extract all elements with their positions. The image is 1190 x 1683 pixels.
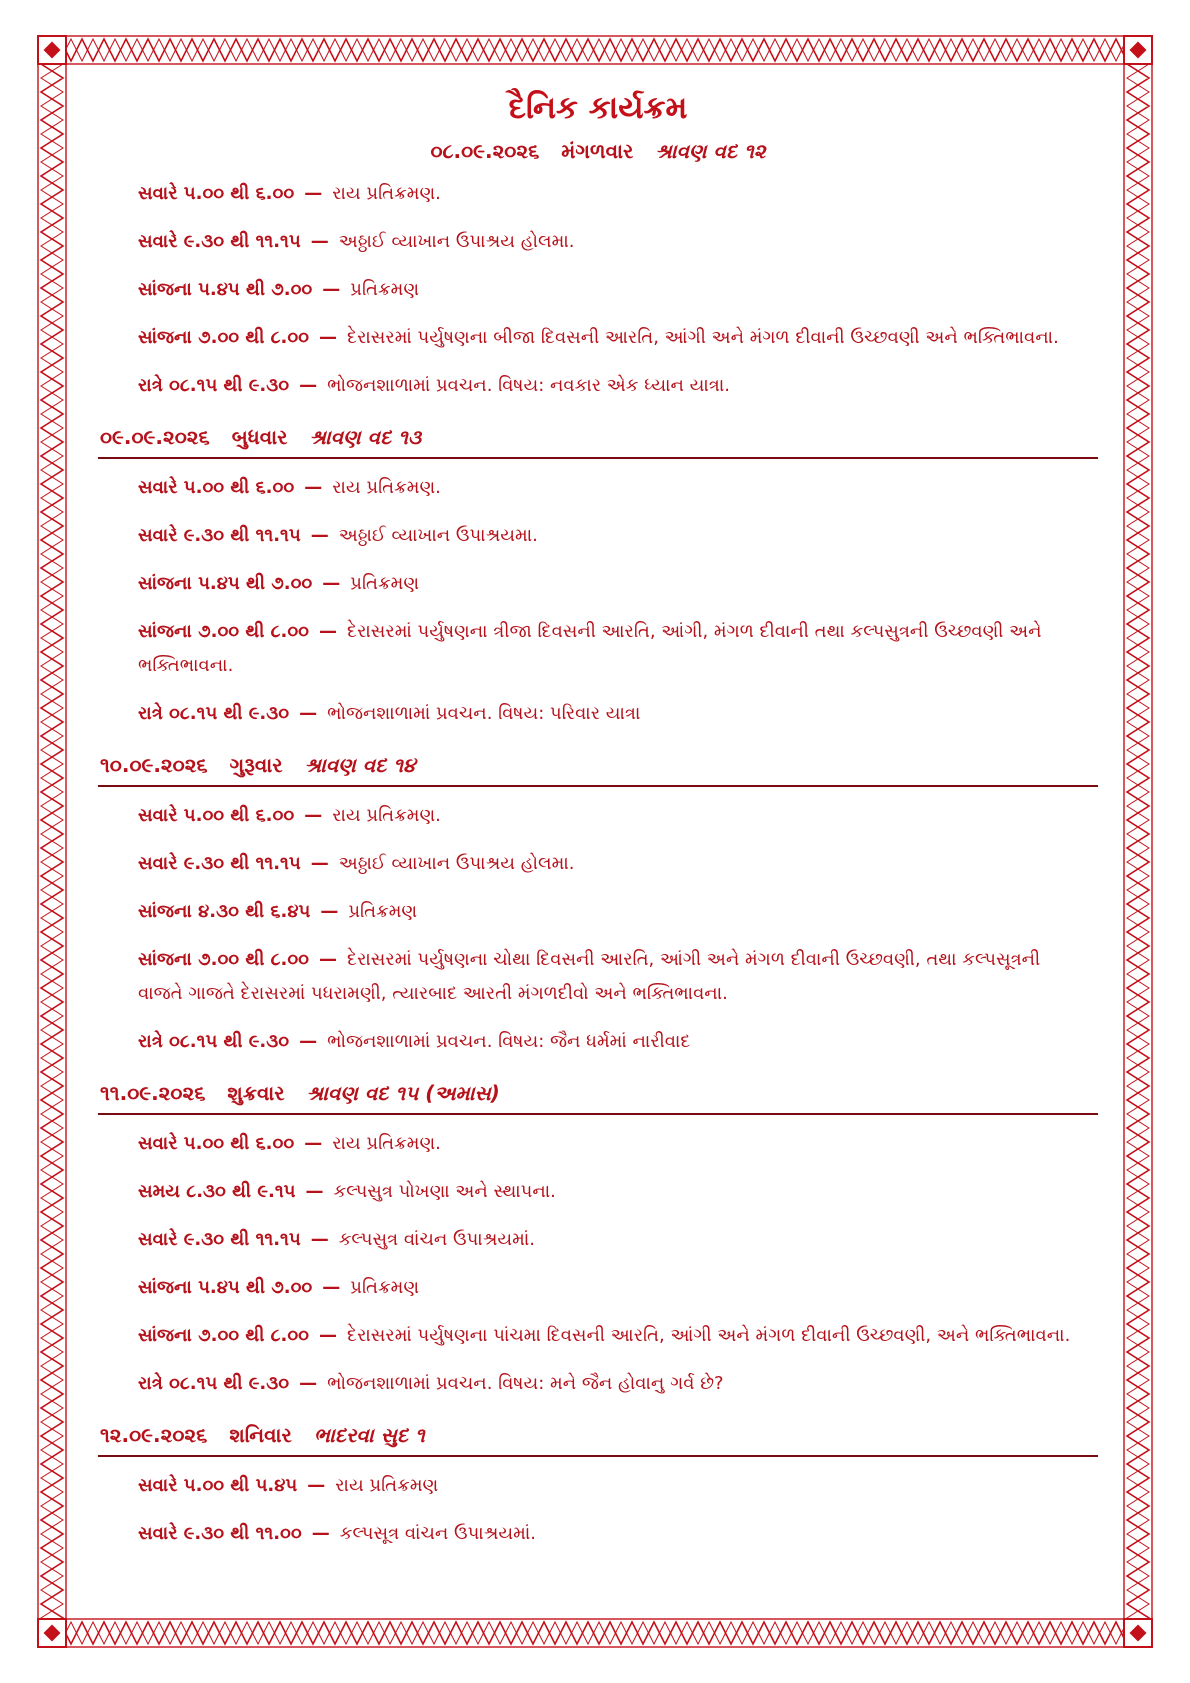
day-weekday: શુક્રવાર xyxy=(227,1081,285,1105)
entry-dash: — xyxy=(322,279,341,300)
entry-dash: — xyxy=(311,1523,330,1544)
day-tithi: શ્રાવણ વદ ૧૩ xyxy=(309,425,422,449)
schedule-entry xyxy=(138,1223,1098,1257)
entry-time: સવારે ૫.૦૦ થી ૬.૦૦ xyxy=(138,477,295,498)
entry-dash: — xyxy=(304,477,323,498)
entry-dash: — xyxy=(305,1181,324,1202)
entry-time: સવારે ૯.૩૦ થી ૧૧.૧૫ xyxy=(138,231,301,252)
schedule-entry xyxy=(138,321,1098,355)
schedule-entry xyxy=(138,519,1098,553)
day-date: ૧૦.૦૯.૨૦૨૬ xyxy=(100,753,208,777)
entry-time: સમય ૮.૩૦ થી ૯.૧૫ xyxy=(138,1181,296,1202)
entry-text: દેરાસરમાં પર્યુષણના બીજા દિવસની આરતિ, આંગી અને મંગળ દીવાની ઉચ્છવણી અને ભક્તિભાવના. xyxy=(347,327,1059,348)
entry-text: પ્રતિક્રમણ xyxy=(350,279,420,300)
day-tithi: શ્રાવણ વદ ૧૪ xyxy=(304,753,416,777)
schedule-entry xyxy=(138,177,1098,211)
day-header-5 xyxy=(98,1423,1098,1457)
schedule-entry xyxy=(138,895,1098,929)
day-header-2 xyxy=(98,425,1098,459)
entry-text: અઠ્ઠાઈ વ્યાખાન ઉપાશ્રય હોલમા. xyxy=(338,231,575,252)
entry-text: પ્રતિક્રમણ xyxy=(350,573,420,594)
entry-time: રાત્રે ૦૮.૧૫ થી ૯.૩૦ xyxy=(138,703,290,724)
day-date: ૧૧.૦૯.૨૦૨૬ xyxy=(100,1081,206,1105)
schedule-entry xyxy=(138,1367,1098,1401)
entry-time: સાંજના ૭.૦૦ થી ૮.૦૦ xyxy=(138,1325,310,1346)
schedule-entry xyxy=(138,1319,1098,1353)
entry-dash: — xyxy=(319,1325,338,1346)
entry-text: અઠ્ઠાઈ વ્યાખાન ઉપાશ્રય હોલમા. xyxy=(338,853,575,874)
entry-time: રાત્રે ૦૮.૧૫ થી ૯.૩૦ xyxy=(138,1373,290,1394)
schedule-entry xyxy=(138,1175,1098,1209)
entry-time: સવારે ૫.૦૦ થી ૬.૦૦ xyxy=(138,805,295,826)
schedule-entry xyxy=(138,799,1098,833)
schedule-entry xyxy=(138,847,1098,881)
entry-time: સવારે ૫.૦૦ થી ૬.૦૦ xyxy=(138,183,295,204)
entry-dash: — xyxy=(299,703,318,724)
entry-dash: — xyxy=(319,949,338,970)
entry-text: દેરાસરમાં પર્યુષણના ચોથા દિવસની આરતિ, આંગી અને મંગળ દીવાની ઉચ્છવણી, તથા કલ્પસૂત્રની વાજતે ગાજતે દેરાસરમાં પધરામણી, ત્યારબાદ આરતી મંગળદીવો અને ભક્તિભાવના. xyxy=(138,949,1041,1004)
entry-dash: — xyxy=(310,1229,329,1250)
entry-time: સવારે ૯.૩૦ થી ૧૧.૧૫ xyxy=(138,525,301,546)
entry-text: રાય પ્રતિક્રમણ. xyxy=(332,183,441,204)
entry-time: સવારે ૯.૩૦ થી ૧૧.૧૫ xyxy=(138,853,301,874)
entry-time: સવારે ૫.૦૦ થી ૫.૪૫ xyxy=(138,1475,298,1496)
entry-time: સવારે ૫.૦૦ થી ૬.૦૦ xyxy=(138,1133,295,1154)
entry-dash: — xyxy=(322,573,341,594)
schedule-entry xyxy=(138,1127,1098,1161)
entry-dash: — xyxy=(310,525,329,546)
entry-text: રાય પ્રતિક્રમણ xyxy=(335,1475,439,1496)
entry-time: રાત્રે ૦૮.૧૫ થી ૯.૩૦ xyxy=(138,1031,290,1052)
entry-time: સાંજના ૭.૦૦ થી ૮.૦૦ xyxy=(138,621,310,642)
entry-text: રાય પ્રતિક્રમણ. xyxy=(332,805,441,826)
entry-dash: — xyxy=(304,183,323,204)
day-tithi: ભાદરવા સુદ ૧ xyxy=(313,1423,425,1447)
day-weekday: ગુરૂવાર xyxy=(229,753,283,777)
entry-text: રાય પ્રતિક્રમણ. xyxy=(332,1133,441,1154)
entry-text: કલ્પસૂત્ર વાંચન ઉપાશ્રયમાં. xyxy=(339,1523,536,1544)
schedule-entry xyxy=(138,1517,1098,1551)
schedule-entry xyxy=(138,369,1098,403)
entry-dash: — xyxy=(307,1475,326,1496)
page-title: દૈનિક કાર્યક્રમ xyxy=(508,90,688,126)
entry-text: ભોજનશાળામાં પ્રવચન. વિષય: નવકાર એક ધ્યાન યાત્રા. xyxy=(327,375,730,396)
entry-text: રાય પ્રતિક્રમણ. xyxy=(332,477,441,498)
day-weekday: શનિવાર xyxy=(229,1423,292,1447)
entry-time: સાંજના ૫.૪૫ થી ૭.૦૦ xyxy=(138,573,313,594)
entry-dash: — xyxy=(304,1133,323,1154)
schedule-entry xyxy=(138,273,1098,307)
day-header-4 xyxy=(98,1081,1098,1115)
entry-time: રાત્રે ૦૮.૧૫ થી ૯.૩૦ xyxy=(138,375,290,396)
schedule-entry xyxy=(138,225,1098,259)
entry-dash: — xyxy=(299,1031,318,1052)
day-date: ૧૨.૦૯.૨૦૨૬ xyxy=(100,1423,208,1447)
entry-dash: — xyxy=(322,1277,341,1298)
schedule-entry xyxy=(138,1469,1098,1503)
schedule-entry xyxy=(138,943,1098,1011)
day-header-3 xyxy=(98,753,1098,787)
entry-time: સાંજના ૪.૩૦ થી ૬.૪૫ xyxy=(138,901,311,922)
entry-text: ભોજનશાળામાં પ્રવચન. વિષય: મને જૈન હોવાનુ ગર્વ છે? xyxy=(327,1373,724,1394)
entry-dash: — xyxy=(319,327,338,348)
entry-dash: — xyxy=(299,375,318,396)
entry-time: સાંજના ૭.૦૦ થી ૮.૦૦ xyxy=(138,327,310,348)
day-tithi: શ્રાવણ વદ ૧૫ (અમાસ) xyxy=(306,1081,500,1105)
entry-text: દેરાસરમાં પર્યુષણના પાંચમા દિવસની આરતિ, આંગી અને મંગળ દીવાની ઉચ્છવણી, અને ભક્તિભાવના. xyxy=(347,1325,1071,1346)
entry-dash: — xyxy=(304,805,323,826)
entry-time: સવારે ૯.૩૦ થી ૧૧.૦૦ xyxy=(138,1523,302,1544)
schedule-entry xyxy=(138,567,1098,601)
day-tithi: શ્રાવણ વદ ૧૨ xyxy=(655,139,766,163)
entry-time: સાંજના ૫.૪૫ થી ૭.૦૦ xyxy=(138,1277,313,1298)
schedule-entry xyxy=(138,471,1098,505)
day-date: ૦૯.૦૯.૨૦૨૬ xyxy=(100,425,210,449)
schedule-entry xyxy=(138,615,1098,683)
schedule-content xyxy=(98,86,1098,1565)
entry-text: પ્રતિક્રમણ xyxy=(348,901,418,922)
day-header-1 xyxy=(98,139,1098,163)
schedule-entry xyxy=(138,697,1098,731)
entry-text: દેરાસરમાં પર્યુષણના ત્રીજા દિવસની આરતિ, આંગી, મંગળ દીવાની તથા કલ્પસુત્રની ઉચ્છવણી અને ભક્તિભાવના. xyxy=(138,621,1042,676)
entry-dash: — xyxy=(319,621,338,642)
entry-dash: — xyxy=(310,853,329,874)
entry-time: સાંજના ૫.૪૫ થી ૭.૦૦ xyxy=(138,279,313,300)
day-weekday: બુધવાર xyxy=(231,425,288,449)
day-weekday: મંગળવાર xyxy=(561,139,634,163)
schedule-entry xyxy=(138,1025,1098,1059)
day-date: ૦૮.૦૯.૨૦૨૬ xyxy=(430,139,540,163)
schedule-entry xyxy=(138,1271,1098,1305)
entry-text: ભોજનશાળામાં પ્રવચન. વિષય: પરિવાર યાત્રા xyxy=(327,703,641,724)
entry-dash: — xyxy=(320,901,339,922)
entry-dash: — xyxy=(299,1373,318,1394)
entry-text: ભોજનશાળામાં પ્રવચન. વિષય: જૈન ધર્મમાં નારીવાદ xyxy=(327,1031,691,1052)
entry-text: પ્રતિક્રમણ xyxy=(350,1277,420,1298)
entry-text: કલ્પસુત્ર વાંચન ઉપાશ્રયમાં. xyxy=(338,1229,535,1250)
entry-dash: — xyxy=(310,231,329,252)
entry-text: અઠ્ઠાઈ વ્યાખાન ઉપાશ્રયમા. xyxy=(338,525,538,546)
entry-text: કલ્પસુત્ર પોખણા અને સ્થાપના. xyxy=(333,1181,556,1202)
entry-time: સાંજના ૭.૦૦ થી ૮.૦૦ xyxy=(138,949,310,970)
entry-time: સવારે ૯.૩૦ થી ૧૧.૧૫ xyxy=(138,1229,301,1250)
